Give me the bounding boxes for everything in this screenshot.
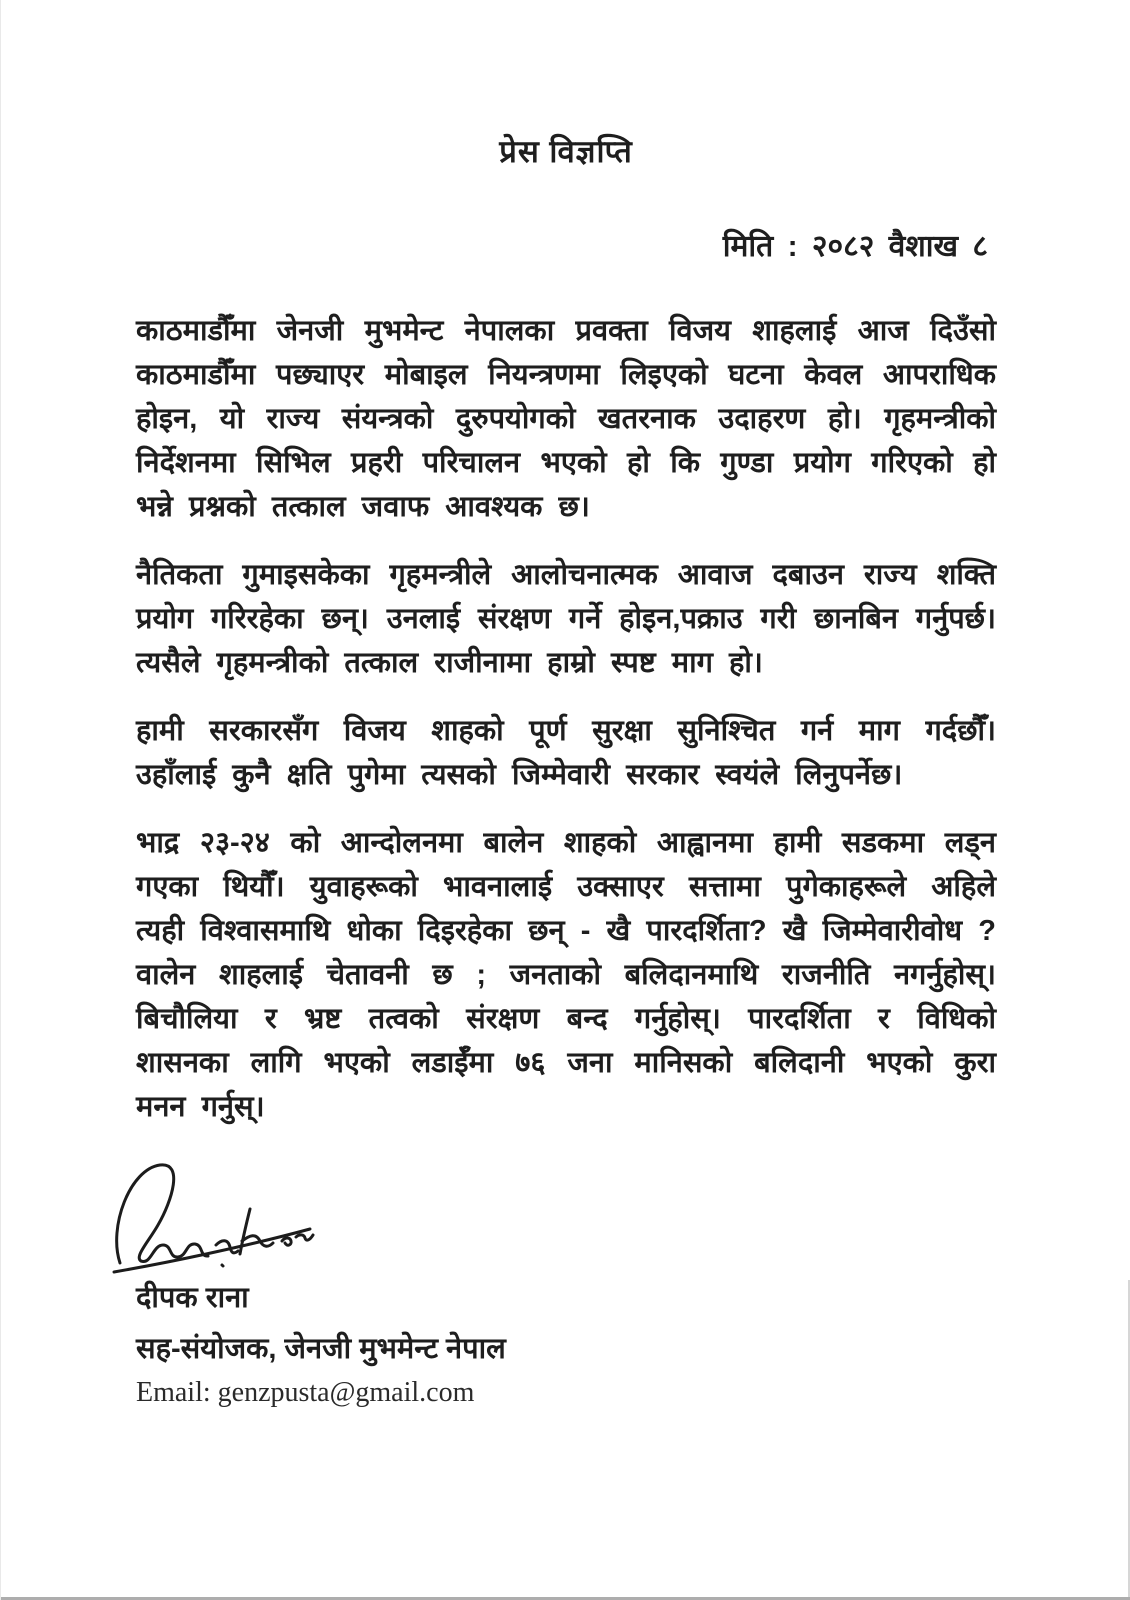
paragraph: नैतिकता गुमाइसकेका गृहमन्त्रीले आलोचनात्मक आवाज दबाउन राज्य शक्ति प्रयोग गरिरहेका छन्। उनलाई संरक्षण गर्ने होइन,पक्राउ गरी छानबिन गर्नुपर्छ। त्यसैले गृहमन्त्रीको तत्काल राजीनामा हाम्रो स्पष्ट माग हो। [136, 559, 996, 679]
paragraph: भाद्र २३-२४ को आन्दोलनमा बालेन शाहको आह्वानमा हामी सडकमा लड्न गएका थियौँ। युवाहरूको भावनालाई उक्साएर सत्तामा पुगेकाहरूले अहिले त्यही विश्वासमाथि धोका दिइरहेका छन् - खै पारदर्शिता? खै जिम्मेवारीवोध ? वालेन शाहलाई चेतावनी छ ; जनताको बलिदानमाथि राजनीति नगर्नुहोस्। बिचौलिया र भ्रष्ट तत्वको संरक्षण बन्द गर्नुहोस्। पारदर्शिता र विधिको शासनका लागि भएको लडाईँमा ७६ जना मानिसको बलिदानी भएको कुरा मनन गर्नुस्। [136, 827, 996, 1123]
signer-email: Email: genzpusta@gmail.com [136, 1377, 475, 1408]
paragraph: हामी सरकारसँग विजय शाहको पूर्ण सुरक्षा सुनिश्चित गर्न माग गर्दछौँ। उहाँलाई कुनै क्षति पुगेमा त्यसको जिम्मेवारी सरकार स्वयंले लिनुपर्नेछ। [136, 715, 996, 791]
date-line: मिति : २०८२ वैशाख ८ [722, 230, 988, 263]
signature-block [136, 1153, 996, 1409]
signer-role: सह-संयोजक, जेनजी मुभमेन्ट नेपाल [136, 1333, 506, 1365]
signer-name: दीपक राना [136, 1282, 249, 1314]
document-content [136, 0, 996, 1409]
body-text [136, 309, 996, 1129]
handwritten-signature-image [104, 1153, 334, 1275]
page-title: प्रेस विज्ञप्ति [499, 134, 633, 169]
paragraph: काठमाडौँमा जेनजी मुभमेन्ट नेपालका प्रवक्ता विजय शाहलाई आज दिउँसो काठमाडौँमा पछ्याएर मोबाइल नियन्त्रणमा लिइएको घटना केवल आपराधिक होइन, यो राज्य संयन्त्रको दुरुपयोगको खतरनाक उदाहरण हो। गृहमन्त्रीको निर्देशनमा सिभिल प्रहरी परिचालन भएको हो कि गुण्डा प्रयोग गरिएको हो भन्ने प्रश्नको तत्काल जवाफ आवश्यक छ। [136, 315, 996, 523]
